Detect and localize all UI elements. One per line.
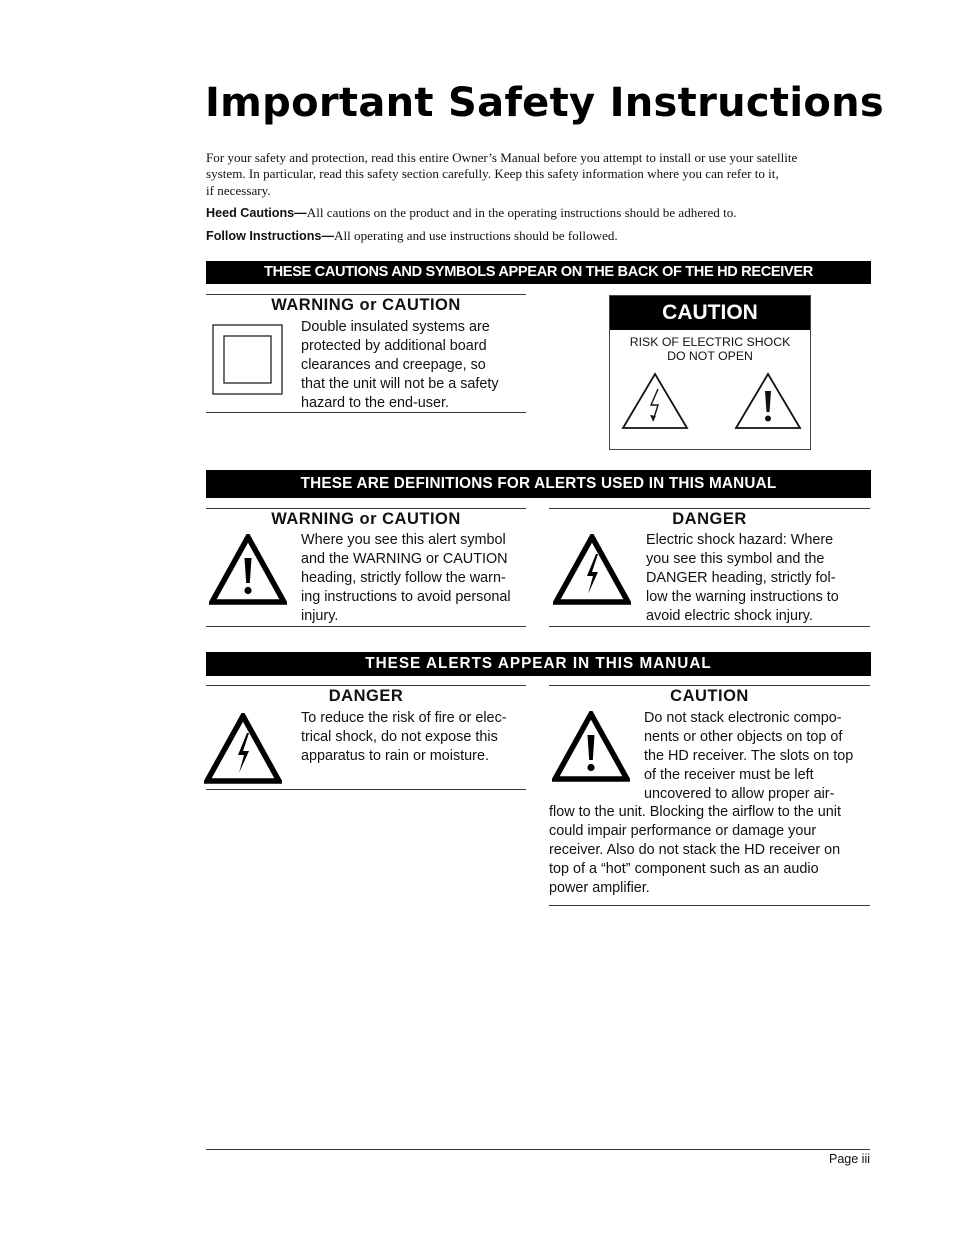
caution-label-subtext	[610, 335, 810, 363]
text-line: of the receiver must be left	[644, 766, 814, 783]
text-line: Double insulated systems are	[301, 319, 490, 335]
divider	[206, 626, 526, 627]
text-line: hazard to the end-user.	[301, 394, 450, 411]
text-line: top of a “hot” component such as an audio	[549, 860, 819, 877]
heed-cautions-label: Heed Cautions—	[206, 206, 307, 220]
intro-line: if necessary.	[206, 182, 271, 198]
text-line: power amplifier.	[549, 879, 650, 896]
section-bar-back-of-receiver: THESE CAUTIONS AND SYMBOLS APPEAR ON THE BACK OF THE HD RECEIVER	[206, 261, 871, 284]
text-line: heading, strictly follow the warn-	[301, 569, 506, 586]
text-line: clearances and creepage, so	[301, 356, 486, 373]
text-line: To reduce the risk of fire or elec-	[301, 710, 507, 726]
danger-definition-text	[646, 531, 870, 626]
caution-heading: CAUTION	[670, 687, 749, 705]
caution-label-heading: CAUTION	[610, 296, 810, 330]
divider	[206, 508, 526, 509]
divider	[206, 294, 526, 295]
text-line: Where you see this alert symbol	[301, 532, 506, 548]
warning-caution-heading: WARNING or CAUTION	[271, 510, 461, 528]
electric-shock-triangle-icon	[204, 713, 282, 784]
text-line: you see this symbol and the	[646, 550, 825, 567]
caution-alert-text	[644, 709, 870, 804]
warning-triangle-icon	[552, 711, 630, 782]
warning-caution-heading: WARNING or CAUTION	[271, 296, 461, 314]
danger-heading: DANGER	[672, 510, 747, 528]
text-line: Electric shock hazard: Where	[646, 532, 834, 548]
caution-label-line: RISK OF ELECTRIC SHOCK	[629, 335, 791, 349]
text-line: ing instructions to avoid personal	[301, 588, 511, 605]
follow-instructions-text: All operating and use instructions should be followed.	[334, 228, 618, 243]
text-line: DANGER heading, strictly fol-	[646, 569, 836, 586]
text-line: could impair performance or damage your	[549, 822, 817, 839]
footer-rule	[206, 1149, 870, 1150]
text-line: Do not stack electronic compo-	[644, 710, 842, 726]
intro-paragraph	[206, 150, 846, 199]
divider	[549, 626, 870, 627]
text-line: nents or other objects on top of	[644, 728, 843, 745]
exclamation-triangle-outline-icon	[733, 371, 803, 431]
caution-label-box	[609, 295, 811, 450]
divider	[549, 685, 870, 686]
warning-definition-text	[301, 531, 526, 626]
follow-instructions	[206, 228, 866, 244]
lightning-triangle-outline-icon	[620, 371, 690, 431]
text-line: apparatus to rain or moisture.	[301, 747, 489, 764]
double-insulated-icon	[212, 324, 283, 395]
follow-instructions-label: Follow Instructions—	[206, 229, 335, 243]
section-bar-alerts-in-manual: THESE ALERTS APPEAR IN THIS MANUAL	[206, 652, 871, 676]
text-line: the HD receiver. The slots on top	[644, 747, 854, 764]
divider	[206, 789, 526, 790]
text-line: low the warning instructions to	[646, 588, 839, 605]
text-line: flow to the unit. Blocking the airflow to the unit	[549, 804, 841, 820]
caution-label-line: DO NOT OPEN	[667, 349, 753, 363]
intro-line: system. In particular, read this safety section carefully. Keep this safety information where you can refer to it,	[206, 166, 779, 182]
double-insulated-text	[301, 318, 526, 413]
divider	[206, 685, 526, 686]
electric-shock-triangle-icon	[553, 534, 631, 605]
danger-heading: DANGER	[328, 687, 404, 705]
page-number: Page iii	[829, 1152, 870, 1166]
divider	[549, 905, 870, 906]
text-line: receiver. Also do not stack the HD receiver on	[549, 841, 841, 858]
section-bar-alert-definitions: THESE ARE DEFINITIONS FOR ALERTS USED IN THIS MANUAL	[206, 470, 871, 498]
caution-alert-text-continued	[549, 803, 870, 898]
text-line: uncovered to allow proper air-	[644, 785, 835, 802]
intro-line: For your safety and protection, read this entire Owner’s Manual before you attempt to install or use your satellite	[206, 150, 798, 165]
warning-triangle-icon	[209, 534, 287, 605]
text-line: injury.	[301, 607, 339, 624]
text-line: avoid electric shock injury.	[646, 607, 813, 624]
heed-cautions-text: All cautions on the product and in the operating instructions should be adhered to.	[306, 205, 737, 220]
divider	[206, 412, 526, 413]
heed-cautions	[206, 205, 866, 221]
text-line: that the unit will not be a safety	[301, 375, 499, 392]
page-title: Important Safety Instructions	[205, 80, 884, 126]
divider	[549, 508, 870, 509]
text-line: protected by additional board	[301, 337, 487, 354]
text-line: trical shock, do not expose this	[301, 728, 498, 745]
danger-alert-text	[301, 709, 526, 766]
text-line: and the WARNING or CAUTION	[301, 550, 508, 567]
